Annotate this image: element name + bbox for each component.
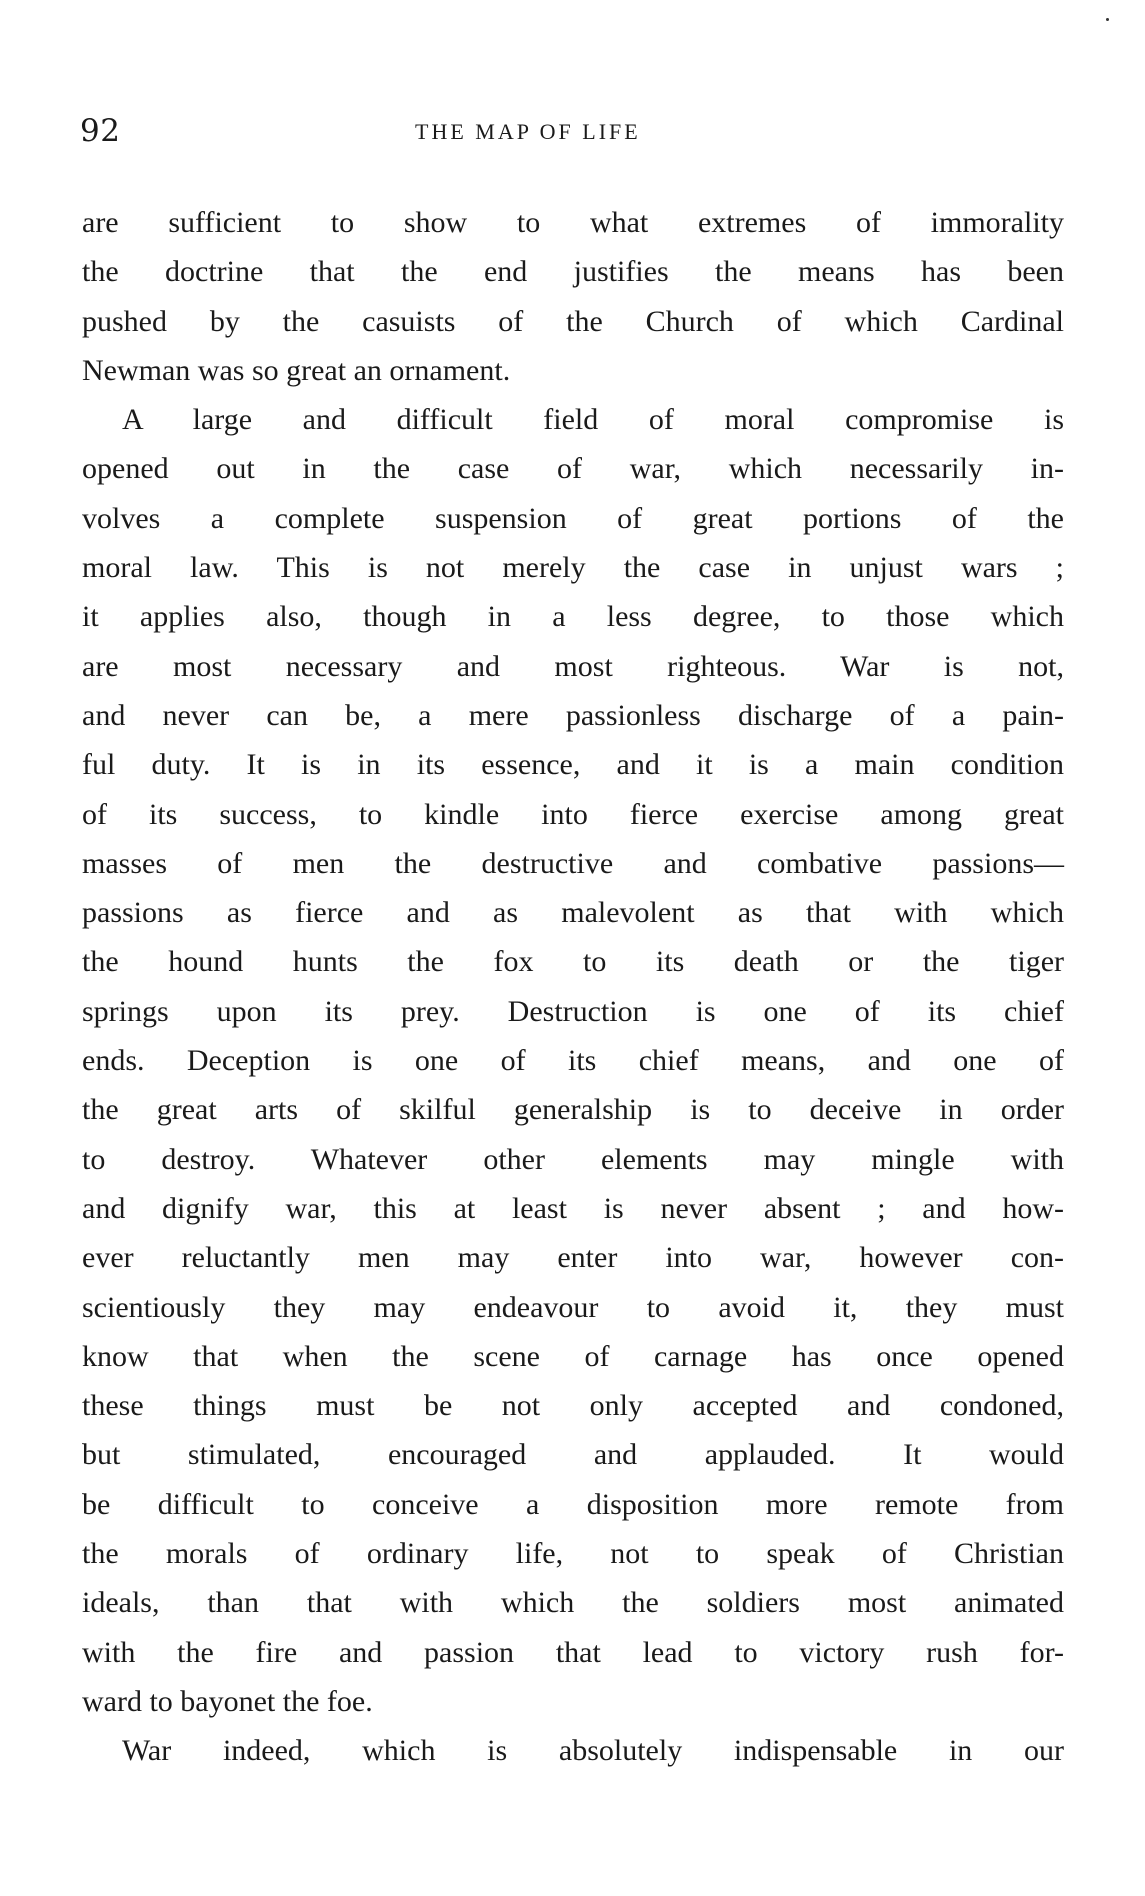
paper-speck bbox=[1106, 18, 1109, 21]
text-line: the hound hunts the fox to its death or the tiger bbox=[82, 945, 1064, 979]
text-line: of its success, to kindle into fierce exercise among great bbox=[82, 797, 1064, 831]
text-line: springs upon its prey. Destruction is one of its chief bbox=[82, 994, 1064, 1028]
page-header bbox=[80, 113, 1060, 153]
text-line: are sufficient to show to what extremes of immorality bbox=[82, 206, 1064, 239]
text-line: ful duty. It is in its essence, and it is a main condition bbox=[82, 748, 1064, 782]
text-line: ends. Deception is one of its chief means, and one of bbox=[82, 1044, 1064, 1078]
text-line: and never can be, a mere passionless discharge of a pain- bbox=[82, 698, 1064, 732]
text-line: A large and difficult field of moral compromise is bbox=[122, 403, 1064, 437]
text-line: be difficult to conceive a disposition more remote from bbox=[82, 1487, 1064, 1521]
text-line: ideals, than that with which the soldiers most animated bbox=[82, 1586, 1064, 1620]
text-line: pushed by the casuists of the Church of which Cardinal bbox=[82, 304, 1064, 338]
text-line: the doctrine that the end justifies the means has been bbox=[82, 255, 1064, 289]
text-line: to destroy. Whatever other elements may mingle with bbox=[82, 1142, 1064, 1176]
text-line: opened out in the case of war, which necessarily in- bbox=[82, 452, 1064, 486]
body-text bbox=[82, 198, 1064, 1776]
text-line: with the fire and passion that lead to victory rush for- bbox=[82, 1635, 1064, 1669]
text-line: the morals of ordinary life, not to speak of Christian bbox=[82, 1537, 1064, 1571]
page-number: 92 bbox=[80, 113, 121, 149]
text-line: War indeed, which is absolutely indispensable in our bbox=[122, 1734, 1064, 1768]
text-line: it applies also, though in a less degree, to those which bbox=[82, 600, 1064, 634]
text-line: ward to bayonet the foe. bbox=[82, 1684, 373, 1718]
text-line: and dignify war, this at least is never absent ; and how- bbox=[82, 1191, 1064, 1225]
text-line: are most necessary and most righteous. War is not, bbox=[82, 649, 1064, 683]
running-head: THE MAP OF LIFE bbox=[415, 119, 641, 144]
text-line: volves a complete suspension of great portions of the bbox=[82, 501, 1064, 535]
text-line: passions as fierce and as malevolent as that with which bbox=[82, 896, 1064, 930]
text-line: know that when the scene of carnage has once opened bbox=[82, 1339, 1064, 1373]
text-line: moral law. This is not merely the case in unjust wars ; bbox=[82, 551, 1064, 585]
text-line: these things must be not only accepted and condoned, bbox=[82, 1389, 1064, 1423]
text-line: masses of men the destructive and combative passions— bbox=[82, 846, 1064, 880]
text-line: ever reluctantly men may enter into war, however con- bbox=[82, 1241, 1064, 1275]
text-line: Newman was so great an ornament. bbox=[82, 353, 511, 387]
text-line: scientiously they may endeavour to avoid it, they must bbox=[82, 1290, 1064, 1324]
text-line: but stimulated, encouraged and applauded. It would bbox=[82, 1438, 1064, 1472]
text-line: the great arts of skilful generalship is to deceive in order bbox=[82, 1093, 1064, 1127]
